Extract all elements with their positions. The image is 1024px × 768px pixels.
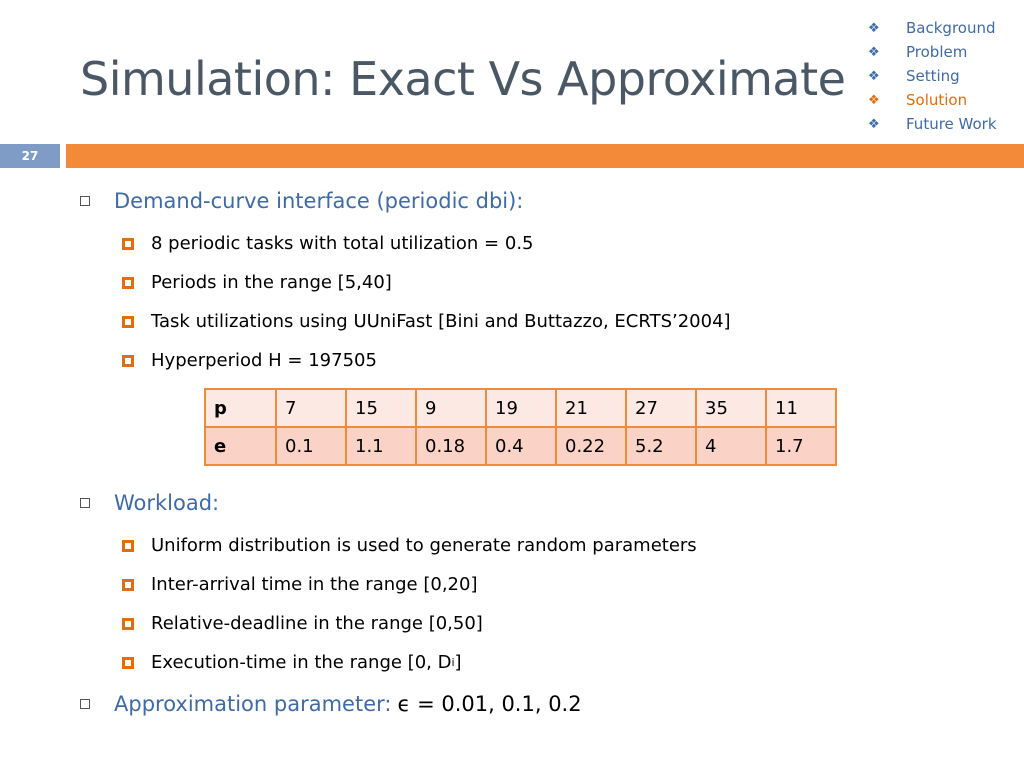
table-cell: 7 [276,389,346,427]
table-cell: 27 [626,389,696,427]
section-heading-demand-curve: Demand-curve interface (periodic dbi): [80,189,523,213]
table-cell: 19 [486,389,556,427]
slide-number: 27 [0,144,60,168]
table-cell: 9 [416,389,486,427]
table-cell: 0.1 [276,427,346,465]
list-item: Inter-arrival time in the range [0,20] [122,574,477,595]
orange-square-bullet-icon [122,618,134,630]
section-heading-workload: Workload: [80,491,219,515]
nav-label: Setting [906,67,960,85]
orange-square-bullet-icon [122,540,134,552]
nav-label: Problem [906,43,968,61]
nav-item-setting[interactable] [868,64,997,88]
orange-square-bullet-icon [122,657,134,669]
period-execution-table [204,388,837,466]
section-nav [868,16,997,136]
list-item: Periods in the range [5,40] [122,272,392,293]
orange-square-bullet-icon [122,579,134,591]
square-bullet-icon [80,498,90,508]
nav-item-future-work[interactable] [868,112,997,136]
section-heading-approximation: Approximation parameter: ϵ = 0.01, 0.1, 0.2 [80,692,582,716]
table-cell: 0.22 [556,427,626,465]
orange-square-bullet-icon [122,355,134,367]
table-cell: 21 [556,389,626,427]
orange-square-bullet-icon [122,238,134,250]
nav-label: Background [906,19,996,37]
nav-item-problem[interactable] [868,40,997,64]
table-cell: 1.7 [766,427,836,465]
list-item: Hyperperiod H = 197505 [122,350,377,371]
list-item: Relative-deadline in the range [0,50] [122,613,483,634]
table-row-header: p [205,389,276,427]
table-cell: 1.1 [346,427,416,465]
diamond-bullet-icon: ❖ [868,68,880,84]
list-item: Uniform distribution is used to generate random parameters [122,535,697,556]
orange-square-bullet-icon [122,277,134,289]
square-bullet-icon [80,699,90,709]
diamond-bullet-icon: ❖ [868,20,880,36]
square-bullet-icon [80,196,90,206]
diamond-bullet-icon: ❖ [868,116,880,132]
table-row-header: e [205,427,276,465]
nav-label: Solution [906,91,968,109]
diamond-bullet-icon: ❖ [868,44,880,60]
list-item: 8 periodic tasks with total utilization = 0.5 [122,233,534,254]
orange-square-bullet-icon [122,316,134,328]
table-row [205,427,836,465]
list-item: Execution-time in the range [0, D i ] [122,652,462,673]
table-cell: 4 [696,427,766,465]
nav-item-background[interactable] [868,16,997,40]
table-cell: 5.2 [626,427,696,465]
table-cell: 0.4 [486,427,556,465]
table-cell: 0.18 [416,427,486,465]
table-cell: 15 [346,389,416,427]
subscript-i: i [451,656,455,669]
list-item: Task utilizations using UUniFast [Bini and Buttazzo, ECRTS’2004] [122,311,731,332]
nav-label: Future Work [906,115,997,133]
slide-title: Simulation: Exact Vs Approximate [80,52,846,106]
header-divider-bar [66,144,1024,168]
table-row [205,389,836,427]
approximation-values: ϵ = 0.01, 0.1, 0.2 [397,692,582,716]
diamond-bullet-icon: ❖ [868,92,880,108]
table-cell: 11 [766,389,836,427]
nav-item-solution[interactable] [868,88,997,112]
table-cell: 35 [696,389,766,427]
